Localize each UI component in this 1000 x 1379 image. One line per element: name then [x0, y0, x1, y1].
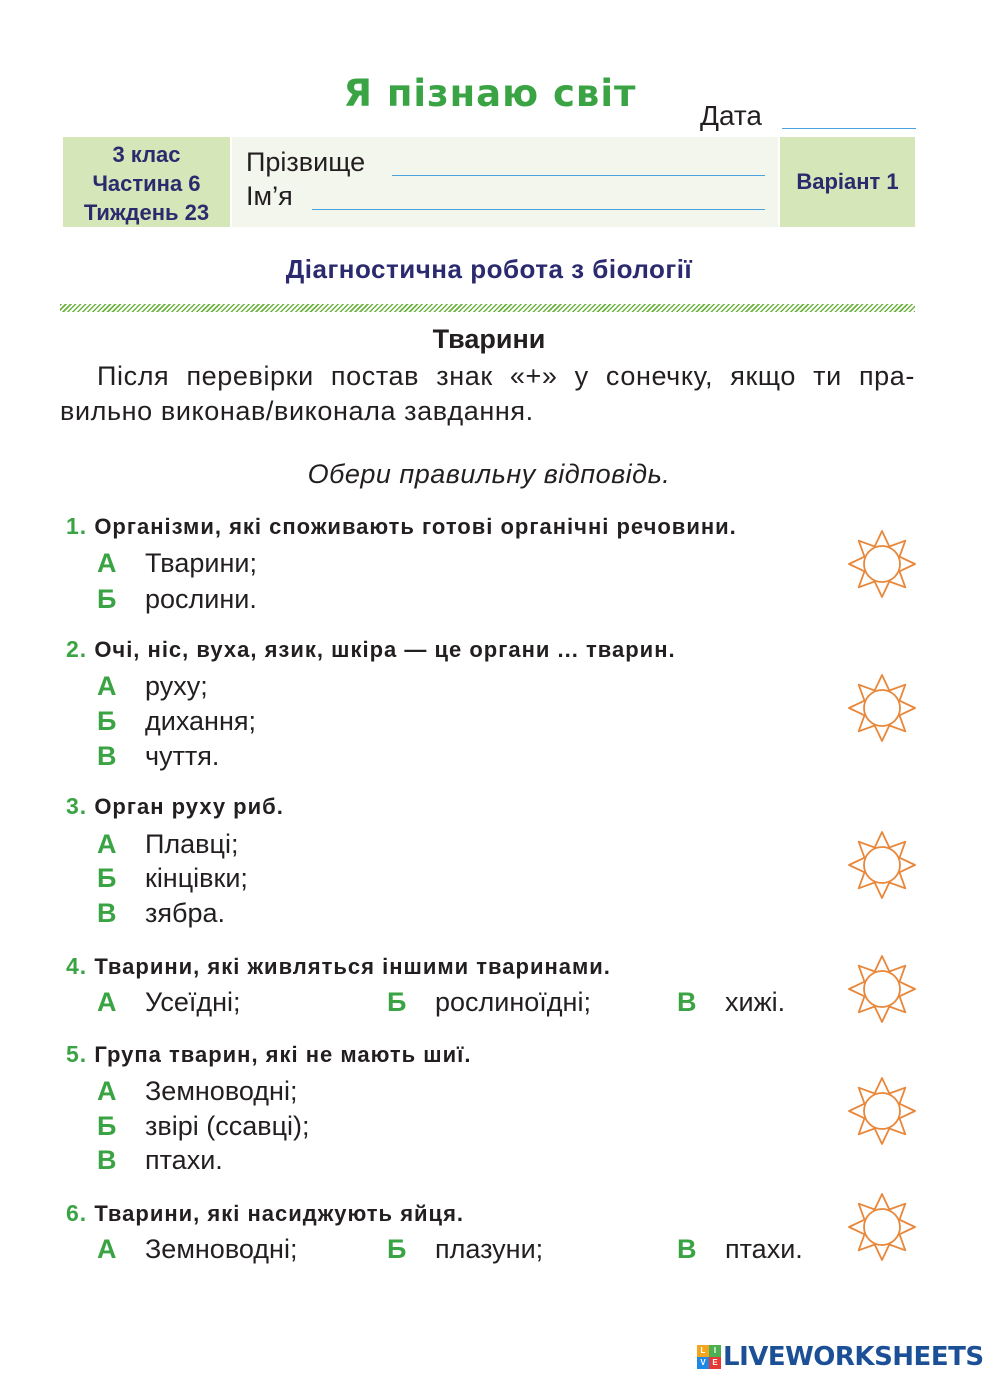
part-label: Частина 6	[92, 171, 201, 196]
option-letter: В	[97, 898, 117, 928]
option-text: чуття.	[145, 741, 220, 771]
question-number: 5.	[66, 1041, 88, 1067]
question-3	[66, 793, 284, 820]
sun-checkbox-icon[interactable]	[846, 953, 918, 1025]
option-text: хижі.	[725, 987, 786, 1017]
surname-field[interactable]	[392, 175, 765, 176]
option-5c[interactable]	[97, 1145, 223, 1176]
question-text: Орган руху риб.	[94, 794, 284, 819]
brand-icon-letter: E	[709, 1357, 721, 1369]
subtitle: Діагностична робота з біології	[285, 254, 693, 284]
option-5b[interactable]	[97, 1111, 310, 1142]
option-text: зябра.	[145, 898, 225, 928]
student-name-box	[232, 137, 778, 227]
option-letter: Б	[387, 1234, 407, 1264]
question-number: 2.	[66, 636, 88, 662]
name-field[interactable]	[312, 209, 765, 210]
option-letter: В	[97, 1145, 117, 1175]
question-text: Тварини, які насиджують яйця.	[94, 1201, 465, 1226]
question-number: 6.	[66, 1200, 88, 1226]
brand-icon-letter: V	[697, 1357, 709, 1369]
option-text: рослини.	[145, 584, 257, 614]
sun-checkbox-icon[interactable]	[846, 672, 918, 744]
option-6a[interactable]	[97, 1234, 297, 1265]
week-label: Тиждень 23	[83, 200, 210, 225]
sun-checkbox-icon[interactable]	[846, 1075, 918, 1147]
section-title: Тварини	[432, 324, 546, 354]
question-text: Очі, ніс, вуха, язик, шкіра — це органи ... тварин.	[94, 637, 676, 662]
variant-box: Варіант 1	[780, 137, 915, 227]
page-title: Я пізнаю світ	[343, 72, 637, 115]
question-5	[66, 1041, 471, 1068]
option-3b[interactable]	[97, 863, 248, 894]
question-4	[66, 953, 611, 980]
option-letter: А	[97, 829, 117, 859]
option-text: звірі (ссавці);	[145, 1111, 310, 1141]
question-2	[66, 636, 676, 663]
option-letter: Б	[97, 863, 117, 893]
option-4b[interactable]	[387, 987, 591, 1018]
hatched-divider	[60, 304, 915, 312]
brand-text: LIVEWORKSHEETS	[723, 1342, 984, 1372]
option-text: Земноводні;	[145, 1076, 298, 1106]
date-field[interactable]	[782, 128, 916, 129]
brand-icon-letter: I	[709, 1345, 721, 1357]
option-4c[interactable]	[677, 987, 785, 1018]
sun-checkbox-icon[interactable]	[846, 528, 918, 600]
class-label: 3 клас	[112, 142, 181, 167]
option-text: руху;	[145, 671, 208, 701]
option-text: птахи.	[725, 1234, 803, 1264]
brand-logo	[697, 1341, 984, 1373]
option-letter: А	[97, 987, 117, 1017]
option-letter: Б	[97, 584, 117, 614]
option-letter: А	[97, 1076, 117, 1106]
option-letter: Б	[387, 987, 407, 1017]
option-6c[interactable]	[677, 1234, 803, 1265]
option-3c[interactable]	[97, 898, 225, 929]
option-letter: Б	[97, 706, 117, 736]
option-3a[interactable]	[97, 829, 239, 860]
option-4a[interactable]	[97, 987, 241, 1018]
option-letter: А	[97, 671, 117, 701]
brand-icon-letter: L	[697, 1345, 709, 1357]
option-2c[interactable]	[97, 741, 219, 772]
sun-checkbox-icon[interactable]	[846, 829, 918, 901]
option-text: дихання;	[145, 706, 256, 736]
option-2b[interactable]	[97, 706, 256, 737]
option-letter: В	[677, 1234, 697, 1264]
option-1b[interactable]	[97, 584, 257, 615]
option-letter: А	[97, 1234, 117, 1264]
intro-line-2: вильно виконав/виконала завдання.	[60, 396, 534, 426]
question-text: Організми, які споживають готові органічні речовини.	[94, 514, 737, 539]
question-text: Група тварин, які не мають шиї.	[94, 1042, 472, 1067]
option-letter: В	[97, 741, 117, 771]
option-letter: В	[677, 987, 697, 1017]
option-text: кінцівки;	[145, 863, 248, 893]
option-letter: Б	[97, 1111, 117, 1141]
question-number: 1.	[66, 513, 88, 539]
option-text: птахи.	[145, 1145, 223, 1175]
question-number: 4.	[66, 953, 88, 979]
option-5a[interactable]	[97, 1076, 297, 1107]
option-text: плазуни;	[435, 1234, 544, 1264]
option-2a[interactable]	[97, 671, 208, 702]
intro-line-1: Після перевірки постав знак «+» у сонечку, якщо ти пра-	[97, 361, 915, 391]
option-1a[interactable]	[97, 548, 257, 579]
question-6	[66, 1200, 464, 1227]
date-label: Дата	[700, 100, 763, 131]
option-text: Усеїдні;	[145, 987, 241, 1017]
question-number: 3.	[66, 793, 88, 819]
surname-label: Прізвище	[246, 147, 366, 177]
name-label: Ім’я	[246, 181, 293, 211]
option-text: рослиноїдні;	[435, 987, 591, 1017]
option-letter: А	[97, 548, 117, 578]
instruction: Обери правильну відповідь.	[307, 459, 671, 489]
class-info-box	[63, 137, 230, 227]
question-1	[66, 513, 737, 540]
sun-checkbox-icon[interactable]	[846, 1191, 918, 1263]
brand-grid-icon	[697, 1345, 721, 1369]
option-text: Земноводні;	[145, 1234, 298, 1264]
option-6b[interactable]	[387, 1234, 543, 1265]
option-text: Тварини;	[145, 548, 257, 578]
question-text: Тварини, які живляться іншими тваринами.	[94, 954, 611, 979]
option-text: Плавці;	[145, 829, 239, 859]
